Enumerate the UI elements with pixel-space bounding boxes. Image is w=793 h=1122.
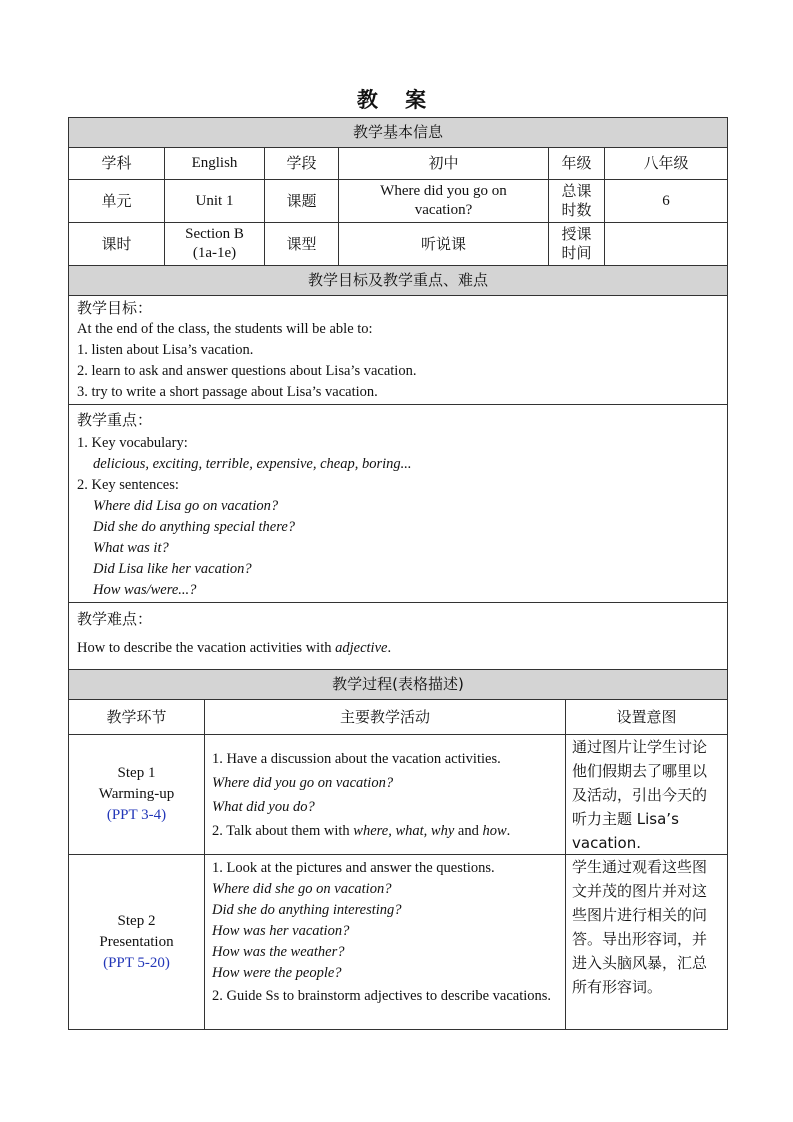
- section-header-goals: 教学目标及教学重点、难点: [69, 266, 727, 296]
- total-hours-label: 总课时数: [549, 180, 605, 222]
- activity-italic: where, what, why: [353, 823, 455, 839]
- unit-label: 单元: [69, 180, 165, 222]
- activity-question: Did she do anything interesting?: [212, 902, 402, 918]
- step-1-ppt: (PPT 3-4): [106, 807, 167, 823]
- lesson-type-value: 听说课: [339, 223, 549, 265]
- teaching-time-value: [605, 223, 727, 265]
- key-points-block: [69, 405, 727, 603]
- info-row-1: [69, 148, 727, 180]
- goal-line: 3. try to write a short passage about Lisa’s vacation.: [77, 384, 378, 400]
- step-1-cell: [69, 735, 205, 854]
- process-header-row: [69, 700, 727, 735]
- difficult-point-main: How to describe the vacation activities with: [77, 640, 336, 656]
- subject-label: 学科: [69, 148, 165, 179]
- topic-label: 课题: [265, 180, 339, 222]
- key-vocabulary-list: delicious, exciting, terrible, expensive, cheap, boring...: [93, 456, 412, 472]
- info-row-3: [69, 223, 727, 266]
- difficult-points-block: [69, 603, 727, 670]
- teaching-goals-block: [69, 296, 727, 405]
- step-2-name: Step 2: [117, 912, 156, 929]
- key-sentences-label: 2. Key sentences:: [77, 477, 179, 493]
- section-header-process: 教学过程(表格描述): [69, 670, 727, 700]
- step-2-activities: [205, 855, 566, 1029]
- key-vocabulary-label: 1. Key vocabulary:: [77, 435, 188, 451]
- lesson-plan-table: [68, 117, 728, 1030]
- step-1-name: Step 1: [117, 765, 156, 781]
- activity-line: 2. Guide Ss to brainstorm adjectives to describe vacations.: [212, 988, 552, 1004]
- unit-value: Unit 1: [165, 180, 265, 222]
- grade-value: 八年级: [643, 154, 689, 172]
- activity-question: How was her vacation?: [212, 923, 350, 939]
- step-2-stage: Presentation: [99, 933, 174, 950]
- difficult-point-italic: adjective: [335, 640, 388, 656]
- step-2-row: [69, 855, 727, 1029]
- goal-line: 2. learn to ask and answer questions about Lisa’s vacation.: [77, 363, 417, 379]
- key-sentence: Where did Lisa go on vacation?: [93, 498, 279, 514]
- activity-text: 2. Talk about them with: [212, 823, 354, 839]
- step-1-intent: 通过图片让学生讨论他们假期去了哪里以及活动，引出今天的听力主题 Lisa’s vacation.: [572, 738, 708, 852]
- key-sentence: How was/were...?: [93, 582, 197, 598]
- section-header-basic-info: 教学基本信息: [69, 118, 727, 148]
- activity-question: What did you do?: [212, 799, 315, 815]
- key-points-heading: 教学重点：: [77, 411, 153, 429]
- teaching-goals-heading: 教学目标：: [77, 299, 153, 317]
- goal-line: 1. listen about Lisa’s vacation.: [77, 342, 254, 358]
- teaching-time-label: 授课时间: [549, 223, 605, 265]
- lesson-type-label: 课型: [265, 223, 339, 265]
- difficult-point-end: .: [387, 640, 392, 656]
- difficult-points-heading: 教学难点：: [77, 610, 153, 628]
- grade-label: 年级: [549, 148, 605, 179]
- step-2-intent: 学生通过观看这些图文并茂的图片并对这些图片进行相关的问答。导出形容词，并进入头脑风暴，汇总所有形容词。: [572, 858, 708, 996]
- activity-italic: how: [482, 823, 507, 839]
- process-col-intent: 设置意图: [616, 707, 677, 726]
- period-value: Section B (1a-1e): [165, 223, 265, 265]
- total-hours-value: 6: [662, 192, 670, 209]
- activity-text: .: [506, 823, 511, 839]
- key-sentence: Did she do anything special there?: [93, 519, 296, 535]
- period-label: 课时: [69, 223, 165, 265]
- activity-line: 1. Look at the pictures and answer the questions.: [212, 860, 495, 876]
- step-2-cell: [69, 855, 205, 1029]
- step-1-row: [69, 735, 727, 855]
- activity-question: Where did she go on vacation?: [212, 881, 392, 897]
- step-1-activities: [205, 735, 566, 854]
- difficult-point-text: [77, 633, 719, 663]
- info-row-2: [69, 180, 727, 223]
- activity-line: [212, 819, 558, 843]
- page-title: 教 案: [356, 88, 437, 112]
- topic-value: Where did you go on vacation?: [339, 180, 549, 222]
- step-2-ppt: (PPT 5-20): [103, 954, 170, 971]
- activity-question: Where did you go on vacation?: [212, 775, 394, 791]
- school-stage-value: 初中: [339, 148, 549, 179]
- activity-line: 1. Have a discussion about the vacation activities.: [212, 751, 501, 767]
- activity-text: and: [454, 823, 483, 839]
- activity-question: How were the people?: [212, 965, 342, 981]
- process-col-stage: 教学环节: [69, 700, 205, 734]
- goal-line: At the end of the class, the students will be able to:: [77, 321, 373, 337]
- key-sentence: What was it?: [93, 540, 169, 556]
- subject-value: English: [165, 148, 265, 179]
- step-1-stage: Warming-up: [98, 786, 175, 802]
- key-sentence: Did Lisa like her vacation?: [93, 561, 252, 577]
- school-stage-label: 学段: [265, 148, 339, 179]
- activity-question: How was the weather?: [212, 944, 345, 960]
- process-col-activities: 主要教学活动: [205, 700, 566, 734]
